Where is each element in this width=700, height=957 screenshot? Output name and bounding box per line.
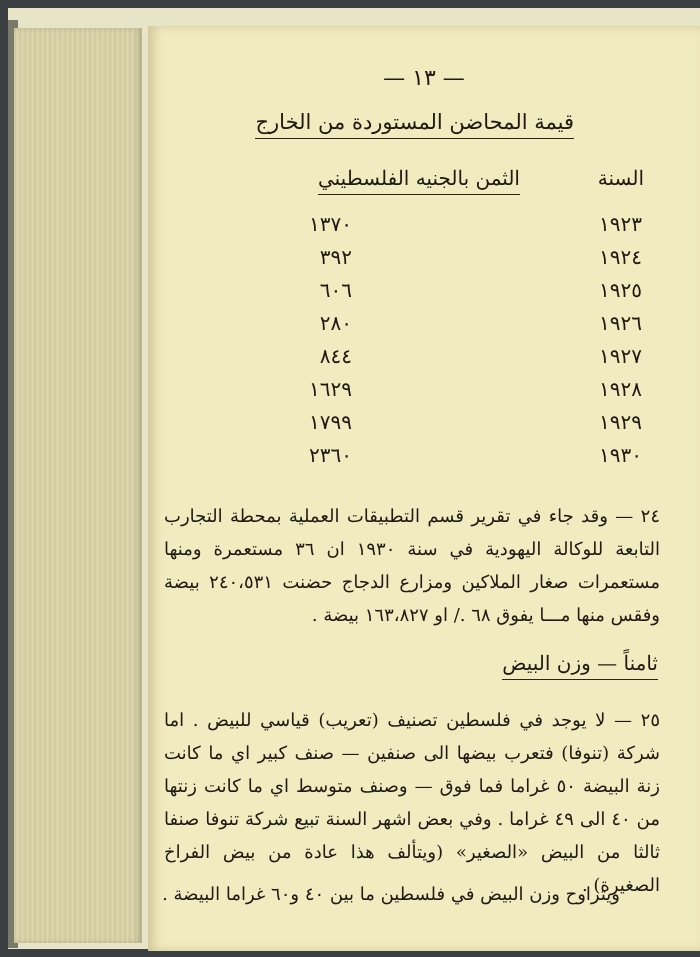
page-edges: [14, 28, 142, 943]
paragraph-24: ٢٤ — وقد جاء في تقرير قسم التطبيقات العملية بمحطة التجارب التابعة للوكالة اليهودية في سنة ١٩٣٠ ان ٣٦ مستعمرة ومنها مستعمرات صغار الملاكين ومزارع الدجاج حضنت ٢٤٠،٥٣١ بيضة وفقس منها مـــا يفوق ٦٨ ./ او ١٦٣،٨٢٧ بيضة .: [164, 506, 660, 626]
price-cell: ١٣٧٠: [309, 212, 352, 236]
year-cell: ١٩٢٧: [599, 344, 642, 368]
import-table: [148, 212, 700, 476]
paragraph-25: ٢٥ — لا يوجد في فلسطين تصنيف (تعريب) قياسي للبيض . اما شركة (تنوفا) فتعرب بيضها الى صنفين — صنف كبير اي ما كانت زنة البيضة ٥٠ غراما فما فوق — وصنف متوسط اي ما كانت زنتها من ٤٠ الى ٤٩ غراما . وفي بعض اشهر السنة تبيع شركة تنوفا صنفا ثالثا من البيض «الصغير» (ويتألف هذا عادة من بيض الفراخ الصغيرة) .: [164, 710, 660, 896]
table-title: قيمة المحاضن المستوردة من الخارج: [255, 110, 574, 139]
column-header-year: السنة: [597, 166, 644, 190]
book-page: [148, 26, 700, 951]
year-cell: ١٩٢٥: [599, 278, 642, 302]
table-row: [148, 311, 700, 344]
paragraph-egg-weight: ويتراوح وزن البيض في فلسطين ما بين ٤٠ و٦٠ غراما البيضة .: [162, 884, 620, 905]
table-row: [148, 377, 700, 410]
price-cell: ٨٤٤: [319, 344, 352, 368]
year-cell: ١٩٢٩: [599, 410, 642, 434]
year-cell: ١٩٢٤: [599, 245, 642, 269]
column-header-price: الثمن بالجنيه الفلسطيني: [318, 166, 520, 195]
page-number: — ١٣ —: [383, 66, 465, 91]
price-cell: ١٧٩٩: [309, 410, 352, 434]
table-row: [148, 344, 700, 377]
table-row: [148, 212, 700, 245]
price-cell: ٢٨٠: [319, 311, 352, 335]
book: [8, 8, 700, 949]
year-cell: ١٩٢٦: [599, 311, 642, 335]
table-row: [148, 443, 700, 476]
year-cell: ١٩٣٠: [599, 443, 642, 467]
price-cell: ٦٠٦: [319, 278, 352, 302]
section-heading: ثامناً — وزن البيض: [502, 651, 658, 680]
year-cell: ١٩٢٨: [599, 377, 642, 401]
price-cell: ٣٩٢: [319, 245, 352, 269]
price-cell: ٢٣٦٠: [309, 443, 352, 467]
table-row: [148, 278, 700, 311]
year-cell: ١٩٢٣: [599, 212, 642, 236]
table-row: [148, 410, 700, 443]
table-row: [148, 245, 700, 278]
price-cell: ١٦٢٩: [309, 377, 352, 401]
